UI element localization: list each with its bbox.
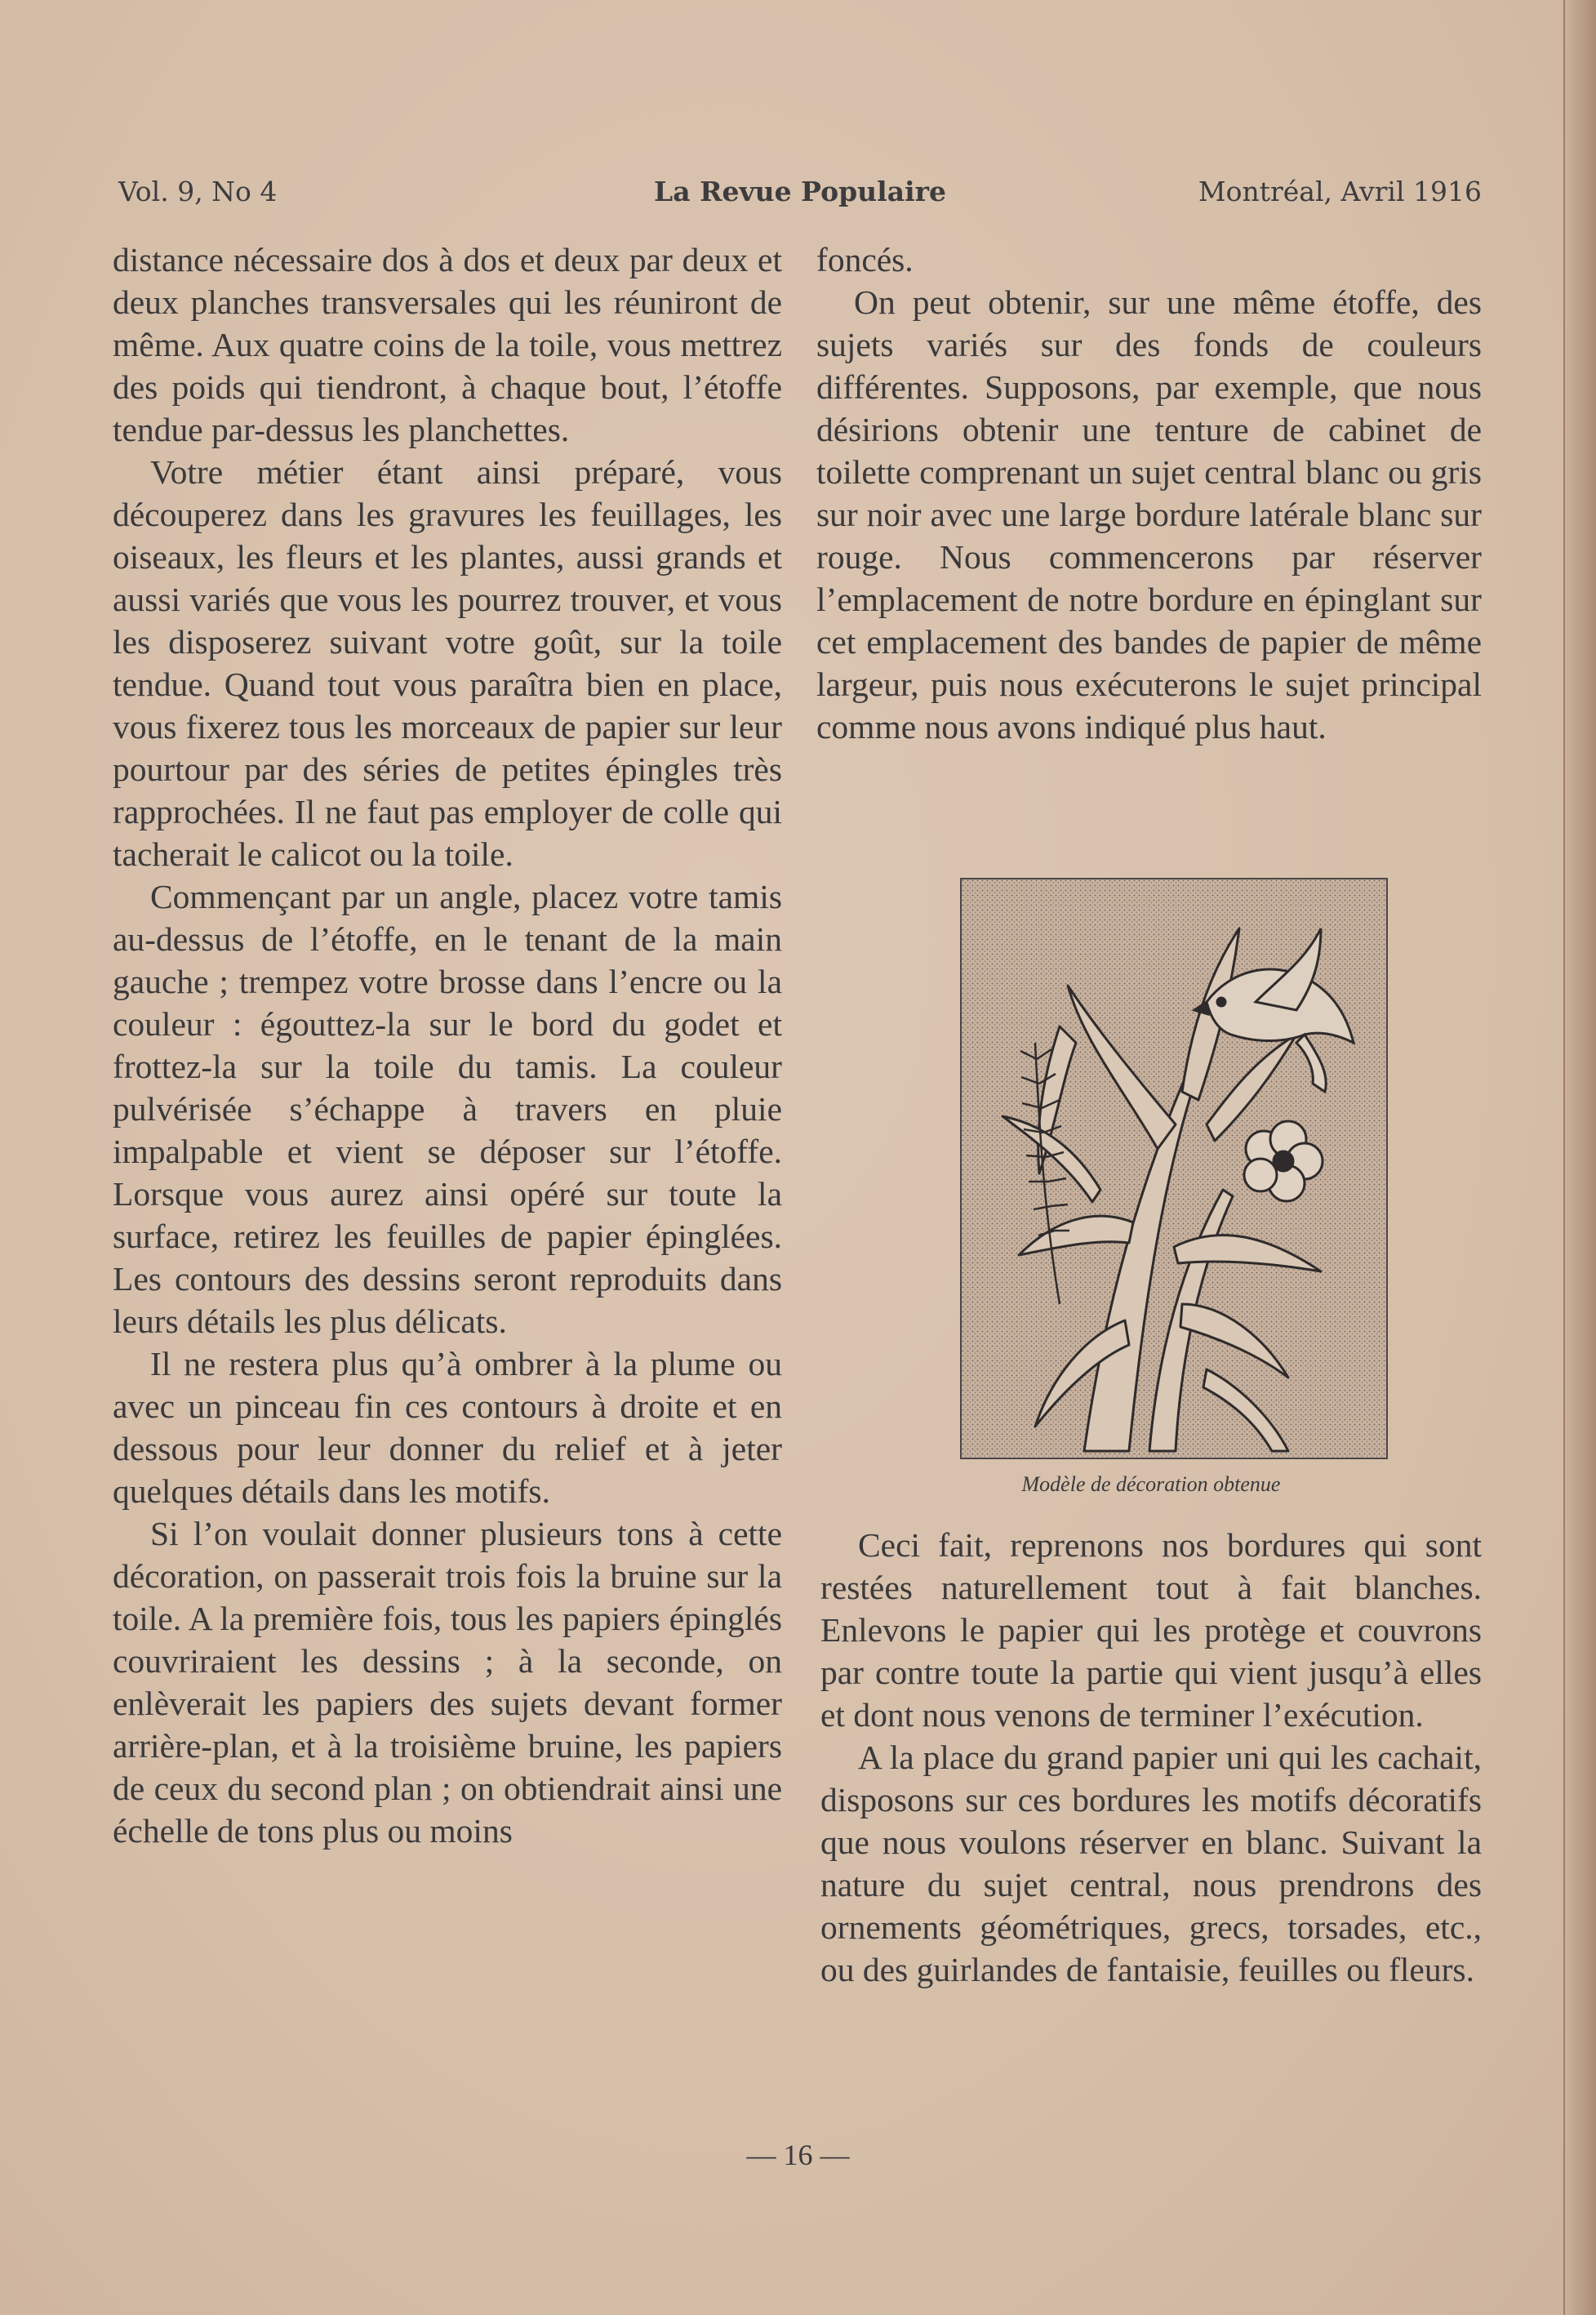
paragraph: foncés.: [816, 241, 914, 278]
paragraph: Commençant par un angle, placez votre tamis au-dessus de l’étoffe, en le tenant de la main gauche ; trempez votre brosse dans l’encre ou la couleur : égouttez-la sur le bord du godet et frottez-la sur la toile du tamis. La couleur pulvérisée s’échappe à travers en pluie impalpable et vient se déposer sur l’étoffe. Lorsque vous aurez ainsi opéré sur toute la surface, retirez les feuilles de papier épinglées. Les contours des dessins seront reproduits dans leurs détails les plus délicats.: [113, 878, 782, 1340]
paragraph: Si l’on voulait donner plusieurs tons à cette décoration, on passerait trois fois la bruine sur la toile. A la première fois, tous les papiers épinglés couvriraient les dessins ; à la seconde, on enlèverait les papiers des sujets devant former arrière-plan, et à la troisième bruine, les papiers de ceux du second plan ; on obtiendrait ainsi une échelle de tons plus ou moins: [113, 1515, 782, 1850]
right-column-top: [816, 238, 1482, 748]
paragraph: distance nécessaire dos à dos et deux par deux et deux planches transversales qui les réuniront de même. Aux quatre coins de la toile, vous mettrez des poids qui tiendront, à chaque bout, l’étoffe tendue par-dessus les planchettes.: [113, 241, 782, 448]
running-header: [118, 176, 1482, 216]
page-edge: [1563, 0, 1596, 2315]
decoration-figure: [960, 878, 1388, 1459]
paragraph: A la place du grand papier uni qui les cachait, disposons sur ces bordures les motifs décoratifs que nous voulons réserver en blanc. Suivant la nature du sujet central, nous prendrons des ornements géométriques, grecs, torsades, etc., ou des guirlandes de fantaisie, feuilles ou fleurs.: [820, 1738, 1482, 1988]
bird-and-flowers-icon: [962, 879, 1386, 1458]
paragraph: Il ne restera plus qu’à ombrer à la plume ou avec un pinceau fin ces contours à droite et en dessous pour leur donner du relief et à jeter quelques détails dans les motifs.: [113, 1345, 782, 1510]
publication-title: La Revue Populaire: [654, 176, 946, 207]
page-number: — 16 —: [746, 2139, 850, 2171]
paragraph: Votre métier étant ainsi préparé, vous découperez dans les gravures les feuillages, les oiseaux, les fleurs et les plantes, aussi grands et aussi variés que vous les pourrez trouver, et vous les disposerez suivant votre goût, sur la toile tendue. Quand tout vous paraîtra bien en place, vous fixerez tous les morceaux de papier sur leur pourtour par des séries de petites épingles très rapprochées. Il ne faut pas employer de colle qui tacherait le calicot ou la toile.: [113, 453, 782, 873]
left-column: [113, 238, 782, 1852]
volume-number: Vol. 9, No 4: [118, 176, 278, 207]
paragraph: Ceci fait, reprenons nos bordures qui sont restées naturellement tout à fait blanches. Enlevons le papier qui les protège et couvrons par contre toute la partie qui vient jusqu’à elles et dont nous venons de terminer l’exécution.: [820, 1526, 1482, 1734]
place-date: Montréal, Avril 1916: [1198, 176, 1482, 207]
right-column-bottom: [820, 1524, 1482, 1991]
figure-caption: Modèle de décoration obtenue: [1021, 1472, 1281, 1496]
paragraph: On peut obtenir, sur une même étoffe, des sujets variés sur des fonds de couleurs différentes. Supposons, par exemple, que nous désirions obtenir une tenture de cabinet de toilette comprenant un sujet central blanc ou gris sur noir avec une large bordure latérale blanc sur rouge. Nous commencerons par réserver l’emplacement de notre bordure en épinglant sur cet emplacement des bandes de papier de même largeur, puis nous exécuterons le sujet principal comme nous avons indiqué plus haut.: [816, 283, 1482, 746]
